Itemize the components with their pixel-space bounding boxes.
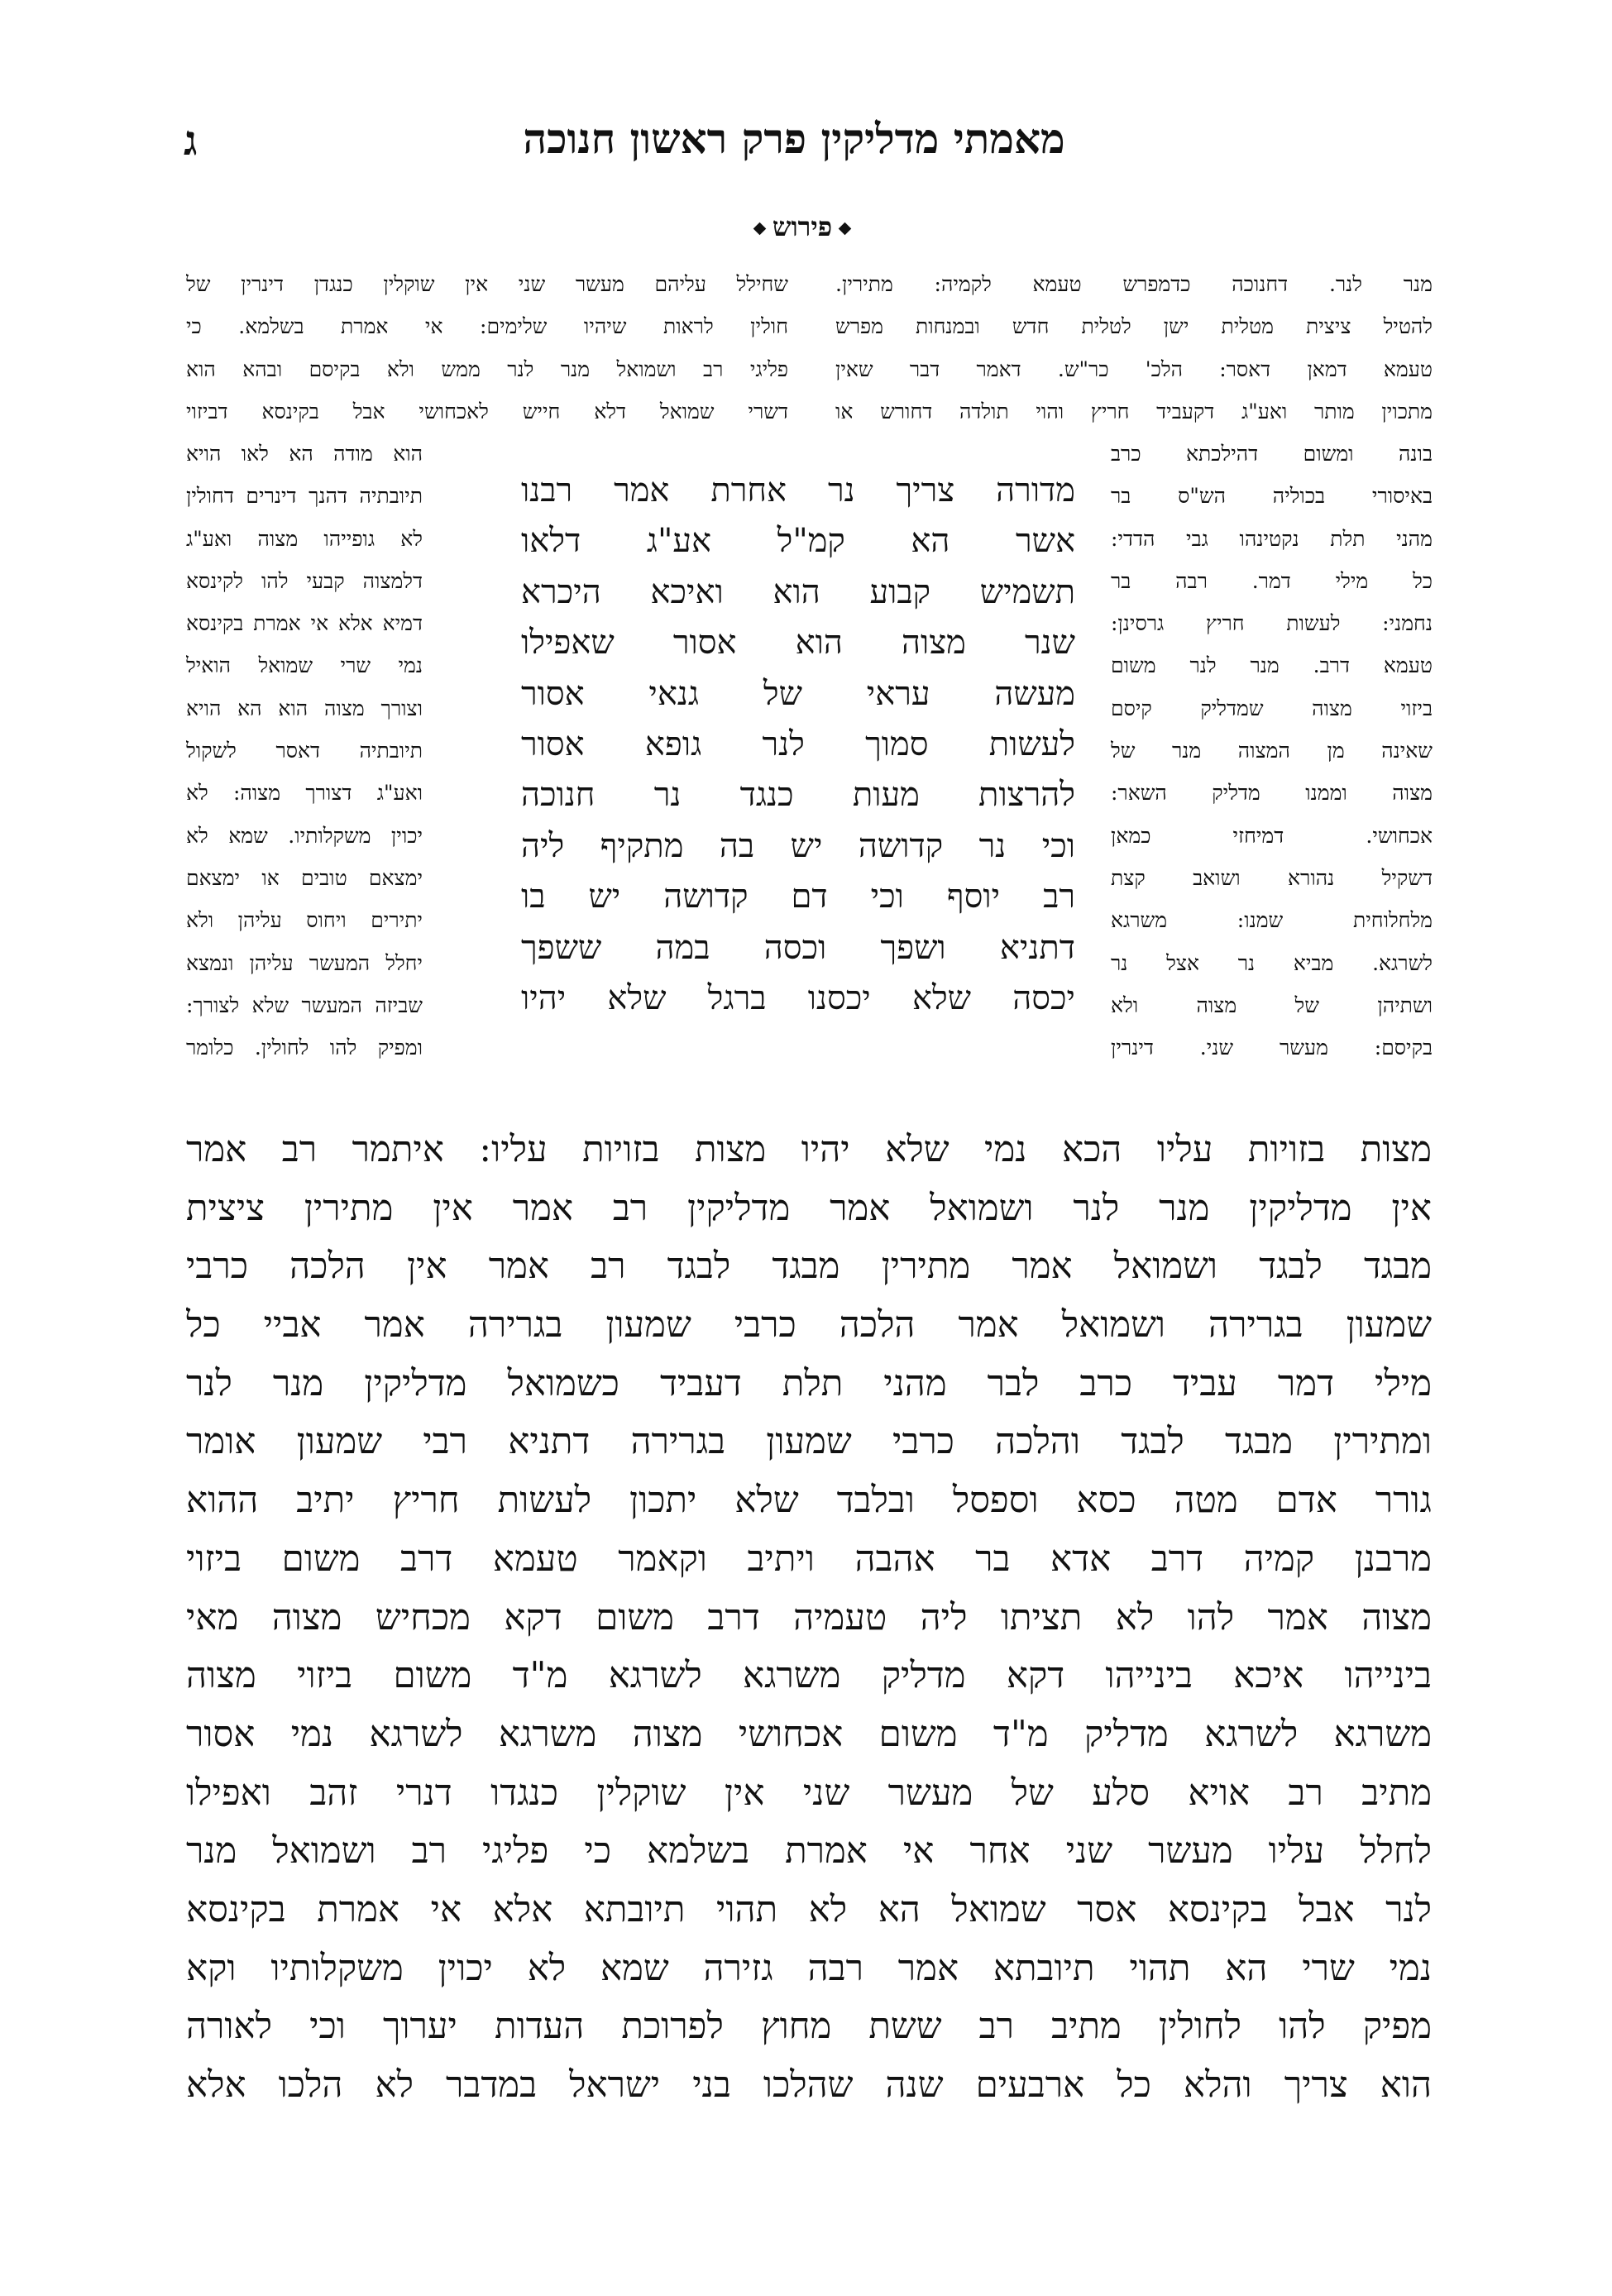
main-text-body (186, 1121, 1432, 2115)
main-text-line: משרגא לשרגא מדליק מ"ד משום אכחושי מצוה משרגא לשרגא נמי אסור (186, 1713, 1432, 1755)
main-text-line: לעשות סמוך לנר גופא אסור (521, 725, 1075, 763)
main-text-center-column (521, 466, 1075, 1024)
commentary-line: מלחלוחית שמנו: משרגא (1111, 908, 1433, 933)
main-text-line: להרצות מעות כנגד נר חנוכה (521, 776, 1075, 815)
commentary-line: מתכוין מותר ואע"ג דקעביד חריץ והוי תולדה דחורש או (835, 399, 1433, 423)
main-text-line: מתיב רב אויא סלע של מעשר שני אין שוקלין כנגדו דנרי זהב ואפילו (186, 1772, 1432, 1814)
commentary-line: כל מילי דמר. רבה בר (1111, 568, 1433, 593)
main-text-line: דתניא ושפך וכסה במה ששפך (521, 928, 1075, 967)
commentary-line: לשרגא. מביא נר אצל נר (1111, 950, 1433, 975)
commentary-left-column (186, 433, 423, 1069)
main-text-line: מילי דמר עביד כרב לבר מהני תלת דעביד כשמואל מדליקין מנר לנר (186, 1362, 1432, 1404)
commentary-line: אכחושי. דמיחזי כמאן (1111, 823, 1433, 848)
commentary-line: פליגי רב ושמואל מנר לנר ממש ולא בקיסם ובהא הוא (186, 356, 788, 381)
main-text-line: מדורה צריך נר אחרת אמר רבנו (521, 471, 1075, 509)
commentary-line: נמי שרי שמואל הואיל (186, 653, 423, 678)
commentary-line: ביזוי מצוה שמדליק קיסם (1111, 696, 1433, 720)
main-text-line: מרבנן קמיה דרב אדא בר אהבה ויתיב וקאמר טעמא דרב משום ביזוי (186, 1538, 1432, 1580)
main-text-line: תשמיש קבוע הוא ואיכא היכרא (521, 572, 1075, 611)
commentary-line: באיסורי בכוליה הש"ס בר (1111, 484, 1433, 509)
commentary-line: וצורך מצוה הוא הא הויא (186, 696, 423, 720)
commentary-line: יכוין משקלותיו. שמא לא (186, 823, 423, 848)
main-text-line: מפיק להו לחולין מתיב רב ששת מחוץ לפרוכת העדות יערוך וכי לאורה (186, 2006, 1432, 2048)
main-text-line: וכי נר קדושה יש בה מתקיף ליה (521, 826, 1075, 865)
commentary-line: ומפיק להו לחולין. כלומר (186, 1036, 423, 1060)
main-text-line: אין מדליקין מנר לנר ושמואל אמר מדליקין רב אמר אין מתירין ציצית (186, 1187, 1432, 1229)
commentary-line: יחלל המעשר עליהן ונמצא (186, 950, 423, 975)
commentary-line: לא גופייהו מצוה ואע"ג (186, 526, 423, 551)
commentary-line: מהני תלת נקטינהו גבי הדדי: (1111, 526, 1433, 551)
commentary-line: שאינה מן המצוה מנר של (1111, 739, 1433, 763)
commentary-line: דלמצוה קבעי להו לקינסא (186, 568, 423, 593)
commentary-right-column (1111, 433, 1433, 1069)
commentary-line: דשקיל נהורא ושואב קצת (1111, 865, 1433, 890)
main-text-line: מצות בזויות עליו הכא נמי שלא יהיו מצות בזויות עליו: איתמר רב אמר (186, 1129, 1432, 1170)
commentary-line: דמיא אלא אי אמרת בקינסא (186, 611, 423, 636)
commentary-line: דשרי שמואל דלא חייש לאכחושי אבל בקינסא דביזוי (186, 399, 788, 423)
main-text-line: שמעון בגרירה ושמואל אמר הלכה כרבי שמעון בגרירה אמר אביי כל (186, 1304, 1432, 1347)
diamond-ornament-icon (753, 222, 767, 236)
main-text-line: ומתירין מבגד לבגד והלכה כרבי שמעון בגרירה דתניא רבי שמעון אומר (186, 1421, 1432, 1463)
main-text-line: נמי שרי הא תהוי תיובתא אמר רבה גזירה שמא לא יכוין משקלותיו וקא (186, 1947, 1432, 1989)
page-title: מאמתי מדליקין פרק ראשון חנוכה (523, 114, 1065, 163)
commentary-line: בקיסם: מעשר שני. דינרין (1111, 1036, 1433, 1060)
commentary-line: טעמא דרב. מנר לנר משום (1111, 653, 1433, 678)
commentary-line: נחמני: לעשות חריץ גרסינן: (1111, 611, 1433, 636)
commentary-line: תיובתיה דאסר לשקול (186, 739, 423, 763)
commentary-line: מנר לנר. דחנוכה כדמפרש טעמא לקמיה: מתירין. (835, 272, 1433, 296)
commentary-line: טעמא דמאן דאסר: הלכ' כר"ש. דאמר דבר שאין (835, 356, 1433, 381)
commentary-line: בונה ומשום דהילכתא כרב (1111, 442, 1433, 466)
commentary-line: חולין לראות שיהיו שלימים: אי אמרת בשלמא. כי (186, 314, 788, 339)
main-text-line: רב יוסף וכי דם קדושה יש בו (521, 878, 1075, 916)
commentary-line: מצוה וממנו מדליק השאר: (1111, 781, 1433, 806)
main-text-line: לחלל עליו מעשר שני אחר אי אמרת בשלמא כי פליגי רב ושמואל מנר (186, 1830, 1432, 1873)
commentary-heading (678, 211, 926, 242)
main-text-line: בינייהו איכא בינייהו דקא מדליק משרגא לשרגא מ"ד משום ביזוי מצוה (186, 1655, 1432, 1697)
main-text-line: לנר אבל בקינסא אסר שמואל הא לא תהוי תיובתא אלא אי אמרת בקינסא (186, 1888, 1432, 1930)
main-text-line: הוא צריך והלא כל ארבעים שנה שהלכו בני ישראל במדבר לא הלכו אלא (186, 2064, 1432, 2106)
commentary-line: ואע"ג דצורך מצוה: לא (186, 781, 423, 806)
commentary-line: יתירים ויחוס עליהן ולא (186, 908, 423, 933)
main-text-line: מעשה עראי של גנאי אסור (521, 674, 1075, 713)
commentary-line: להטיל ציצית מטלית ישן לטלית חדש ובמנחות מפרש (835, 314, 1433, 339)
commentary-heading-text: פירוש (772, 211, 833, 242)
main-text-line: אשר הא קמ"ל אע"ג דלאו (521, 522, 1075, 561)
page-number: ג (184, 116, 198, 165)
main-text-line: גורר אדם מטה כסא וספסל ובלבד שלא יתכון לעשות חריץ יתיב ההוא (186, 1480, 1432, 1522)
commentary-line: תיובתיה דהנך דינרים דחולין (186, 484, 423, 509)
commentary-top-right (835, 263, 1433, 433)
diamond-ornament-icon (839, 222, 852, 236)
commentary-line: ושתיהן של מצוה ולא (1111, 993, 1433, 1017)
main-text-line: יכסה שלא יכסנו ברגל שלא יהיו (521, 978, 1075, 1017)
commentary-line: הוא מודה הא לאו הויא (186, 442, 423, 466)
main-text-line: שנר מצוה הוא אסור שאפילו (521, 624, 1075, 662)
main-text-line: מצוה אמר להו לא תציתו ליה טעמיה דרב משום דקא מכחיש מצוה מאי (186, 1596, 1432, 1638)
commentary-line: ימצאם טובים או ימצאם (186, 865, 423, 890)
commentary-top-left (186, 263, 788, 433)
commentary-line: שחילל עליהם מעשר שני אין שוקלין כנגדן דינרין של (186, 272, 788, 296)
commentary-line: שביזה המעשר שלא לצורך: (186, 993, 423, 1017)
main-text-line: מבגד לבגד ושמואל אמר מתירין מבגד לבגד רב אמר אין הלכה כרבי (186, 1246, 1432, 1288)
